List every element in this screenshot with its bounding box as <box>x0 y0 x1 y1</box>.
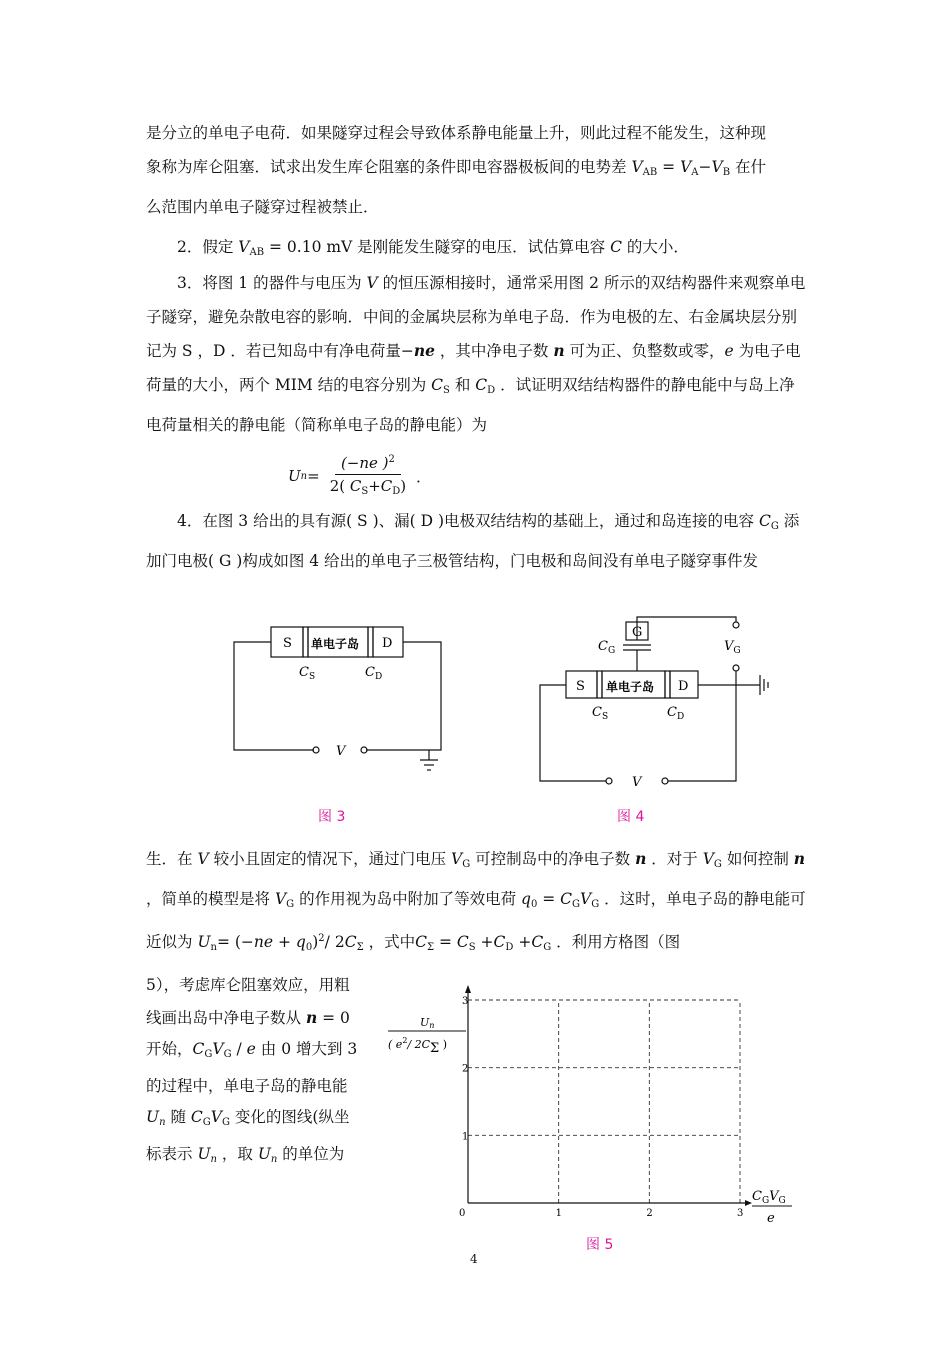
fig3-v-label: V <box>336 744 346 759</box>
fig4-island-block <box>602 671 665 698</box>
y-tick-3: 3 <box>462 996 469 1007</box>
paragraph-1: 是分立的单电子电荷．如果隧穿过程会导致体系静电能量上升，则此过程不能发生，这种现 象称为库仑阻塞．试求出发生库仑阻塞的条件即电容器极板间的电势差 $V_{AB} = V_A-V_B$ 在什 么范围内单电子隧穿过程被禁止． <box>146 124 767 216</box>
y-axis-label-denominator: ( $e^2/$ 2CΣ ) <box>388 1036 448 1056</box>
island-block <box>308 627 368 657</box>
fig3-s-label: S <box>283 636 292 651</box>
figure-4-caption: 图 4 <box>617 809 645 825</box>
fig4-vg-label: $V_G$ <box>724 639 741 656</box>
x-tick-0: 0 <box>459 1208 466 1219</box>
fig4-drain-block <box>670 671 698 698</box>
paragraph-2: 2．假定 $V_{AB} = 0.10$ mV 是刚能发生隧穿的电压．试估算电容 C 的大小． <box>177 238 689 258</box>
fig4-island-label: 单电子岛 <box>606 680 655 694</box>
x-axis-label-denominator: e <box>767 1211 775 1226</box>
fig4-s-label: S <box>576 679 585 694</box>
drain-block <box>373 627 403 657</box>
paragraph-6: 5），考虑库仑阻塞效应，用粗 线画出岛中净电子数从 n = 0 开始，$C_GV_G$ / e 由 0 增大到 3 的过程中，单电子岛的静电能 $U_n$ 随 $C_GV_G$ 变化的图线(纵坐 标表示 $U_n$ ，取 $U_n$ 的单位为 <box>146 976 358 1165</box>
fig4-v-label: V <box>632 775 642 790</box>
fig4-g-label: G <box>632 625 643 640</box>
x-tick-2: 2 <box>646 1208 653 1219</box>
y-tick-1: 1 <box>462 1131 469 1143</box>
fig3-d-label: D <box>382 636 393 651</box>
source-block <box>271 627 303 657</box>
fig4-d-label: D <box>678 679 689 694</box>
paragraph-4: 4．在图 3 给出的具有源( S )、漏( D )电极双结结构的基础上，通过和岛连接的电容 $C_G$ 添加门电极( G )构成如图 4 给出的单电子三极管结构，门电极和岛间没有单电子隧穿事件发 <box>146 512 800 570</box>
energy-formula: U n = $\frac{(-ne )^2}{2( C_S+C_D)}$ ． <box>288 452 431 500</box>
x-axis-arrow <box>745 1200 752 1206</box>
figure-5-caption: 图 5 <box>586 1237 614 1253</box>
fig4-cs-label: $C_S$ <box>592 705 609 722</box>
x-tick-3: 3 <box>737 1208 744 1219</box>
paragraph-3: 3．将图 1 的器件与电压为 V 的恒压源相接时，通常采用图 2 所示的双结构器件来观察单电子隧穿，避免杂散电容的影响．中间的金属块层称为单电子岛．作为电极的左、右金属块层分别记为 S ，D ．若已知岛中有净电荷量−ne ，其中净电子数 n 可为正、负整数或零，e 为电子电荷量的大小，两个 MIM 结的电容分别为 $C_S$ 和 $C_D$ ．试证明双结结构器件的静电能中与岛上净电荷量相关的静电能（简称单电子岛的静电能）为 <box>146 274 806 434</box>
fig4-cg-label: $C_G$ <box>598 639 616 656</box>
x-axis-label-numerator: $C_GV_G$ <box>752 1189 786 1206</box>
fig4-source-block <box>566 671 597 698</box>
fig3-island-label: 单电子岛 <box>311 637 360 651</box>
fig4-cd-label: $C_D$ <box>667 705 685 722</box>
formula-fraction: $\frac{(-ne )^2}{2( C_S+C_D)}$ <box>324 451 412 501</box>
gate-block <box>626 622 648 640</box>
y-tick-2: 2 <box>462 1063 469 1075</box>
y-axis-arrow <box>465 985 471 993</box>
fig3-cs-label: $C_S$ <box>299 665 316 682</box>
fig3-cd-label: $C_D$ <box>365 665 383 682</box>
page-number: 4 <box>470 1252 478 1266</box>
paragraph-5: 生．在 V 较小且固定的情况下，通过门电压 $V_G$ 可控制岛中的净电子数 n ．对于 $V_G$ 如何控制 n ，简单的模型是将 $V_G$ 的作用视为岛中附加了等效电荷 $q_0 = C_GV_G$ ．这时，单电子岛的静电能可近似为 $U_n= (-ne + q_0)^2/$ $2C_\Sigma$ ，式中$C_\Sigma = C_S +C_D +C_G$ ．利用方格图（图 <box>146 849 806 954</box>
x-tick-1: 1 <box>555 1208 563 1219</box>
y-axis-label-numerator: Un <box>420 1016 435 1030</box>
figure-3-caption: 图 3 <box>318 809 346 825</box>
